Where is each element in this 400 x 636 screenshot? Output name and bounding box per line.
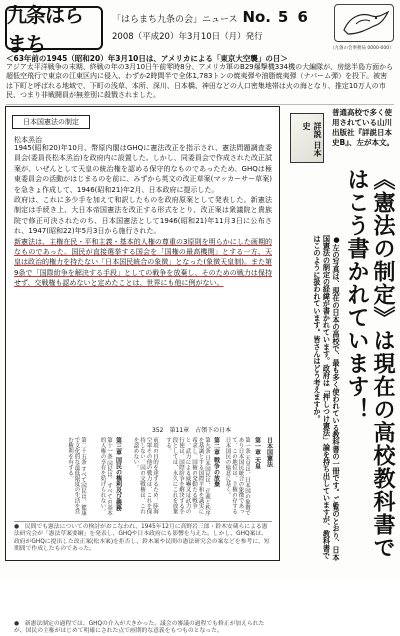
- vcol-3: 第二章 戦争の放棄: [212, 437, 220, 488]
- issue-number: 5 6: [277, 8, 310, 26]
- textbook-excerpt-box: [5, 106, 280, 635]
- footnote: ● 民間でも憲法についての検討がおこなわれ、1945年12月に高野岩三郎・鈴木安蔵らによる憲法研究会が「憲法草案要綱」を発表し、GHQや日本政府にも影響を与えた。しかし、GHQ案は、政府がGHQに提出した改正案(松本案)を拒否し、鈴木案や民間の憲法研究会の案などを参考に、短期間で作成したものであった。: [14, 521, 272, 554]
- section-title-box: 日本国憲法の制定: [12, 115, 90, 129]
- vcol-0: 日本国憲法: [265, 437, 273, 467]
- sub-title: 松本烝治: [14, 136, 42, 144]
- page-number: 352 第11章 占領下の日本: [152, 427, 232, 434]
- vcol-7: 第十一条 国民は、すべての基本的人権の享有を妨げられない。: [99, 437, 112, 516]
- peace-logo: [334, 4, 394, 42]
- book-caption: 普通高校で多く使用されている山川出版社『詳説日本史B』、左が本文。: [332, 108, 394, 147]
- bottom-note: ● 新憲法制定の過程では、GHQの介入が大きかった。議会の審議の過程でも修正が加えられたが、国民の主権がはじめて明確にされた点で画期的な意義をもつものとなった。: [14, 621, 265, 635]
- vcol-2: 第一条 天皇は、日本国の象徴であり日本国民統合の象徴であって、この地位は、主権の存する日本国民の総意に基く。: [224, 437, 250, 516]
- commentary-text: ●左の写真は、現在の日本の高校で、最も多く使われている教科書の一冊です。ご覧のとおり、日本国憲法の制定の経緯が書かれています。政府は「押しつけ憲法」論を持ち出していますが、教科書ではこのように扱われています。皆さんはどう考えますか。: [313, 235, 341, 561]
- book-cover: [290, 113, 324, 163]
- textbook-cover-image: [285, 113, 329, 165]
- intro-headline: ＜63年前の1945（昭和20）年3月10日は、アメリカによる「東京大空襲」の日＞: [6, 54, 288, 63]
- logo-caption: （九条の会事務局 0000-000）: [330, 46, 394, 51]
- newsletter-title: 九条はらまち: [7, 3, 83, 56]
- dove-logo-icon: [336, 6, 392, 40]
- intro-paragraph: [6, 54, 394, 100]
- main-headline: 《憲法の制定》は現在の高校教科書ではこう書かれています！: [344, 168, 395, 559]
- issue-date: 2008（平成20）年3月10日（月）発行: [112, 32, 263, 42]
- excerpt-paragraph-3: 新憲法は、主権在民・平和主義・基本的人権の尊重の3原則を明らかにした画期的なものであった。国民が直接選挙する国会を「国権の最高機関」とする一方、天皇は政治的権力を持たない「日本国民統合の象徴」となった(象徴天皇制)。また第9条で「国際紛争を解決する手段」としての戦争を放棄し、そのための戦力は保持せず、交戦権も認めないと定めたことは、世界にも他に例がない。: [14, 237, 272, 288]
- section-divider: [6, 104, 394, 105]
- excerpt-text: [14, 143, 272, 289]
- textbook-constitution-columns: [10, 437, 276, 517]
- vcol-5: 前項の目的を達するため、陸海空軍その他の戦力は、これを保持しない。国の交戦権は、これを認めない。: [132, 437, 158, 514]
- excerpt-paragraph-2: 政府は、これに多少手を加えて和訳したものを政府原案として発表した。新憲法制定は手続き上、大日本帝国憲法を改正する形式をとり、改正案は衆議院と貴族院で修正可決されたのち、日本国憲法として1946(昭和21)年11月3日に公布され、1947(昭和22)年5月3日から施行された。: [14, 196, 272, 236]
- book-cover-title: 詳説 日本史: [302, 122, 322, 157]
- intro-body: アジア太平洋戦争の末期、終戦の年の3月10日午前零時8分、アメリカ軍のB29爆撃機334機の大編隊が、房総半島方面から超低空飛行で東京の江東区内に侵入、わずか2時間半で全体1,783トンの焼夷弾や油脂焼夷弾（ナパーム弾）を投下。被害は下町と呼ばれる地域で、下町の浅草、本所、深川、日本橋、神田などの人口密集地帯は火の海となり、推定10万人の市民、つまり非戦闘員が無差別に殺戮されました。: [6, 63, 394, 99]
- vcol-1: 第一章 天皇: [253, 437, 261, 470]
- newsletter-title-box: [5, 3, 103, 56]
- vcol-6: 第三章 国民の権利及び義務: [114, 437, 122, 512]
- vcol-4: 第九条 日本国民は、正義と秩序を基調とする国際平和を誠実に希求し、国権の発動たる戦争と、武力による威嚇又は武力の行使は、国際紛争を解決する手段としては、永久にこれを放棄する。: [165, 437, 210, 516]
- series-line: [112, 8, 310, 26]
- number-prefix: No.: [242, 8, 271, 26]
- vcol-8: 第二十五条 すべて国民は、健康で文化的な最低限度の生活を営む権利を有する。: [67, 437, 86, 516]
- excerpt-paragraph-1: 1945(昭和20)年10月、幣原内閣はGHQに憲法改正を指示され、憲法問題調査委員会(委員長松本烝治)を政府内に設置した。しかし、同委員会で作成された改正試案が、いぜんとして天皇の統治権を認める保守的なものであったため、GHQは極東委員会の活動がはじまるのを前に、みずから英文の改正草案(マッカーサー草案)を急きょ作成して、1946(昭和21)年2月、日本政府に提示した。: [14, 144, 272, 194]
- series-label: 「はらまち九条の会」ニュース: [112, 15, 238, 25]
